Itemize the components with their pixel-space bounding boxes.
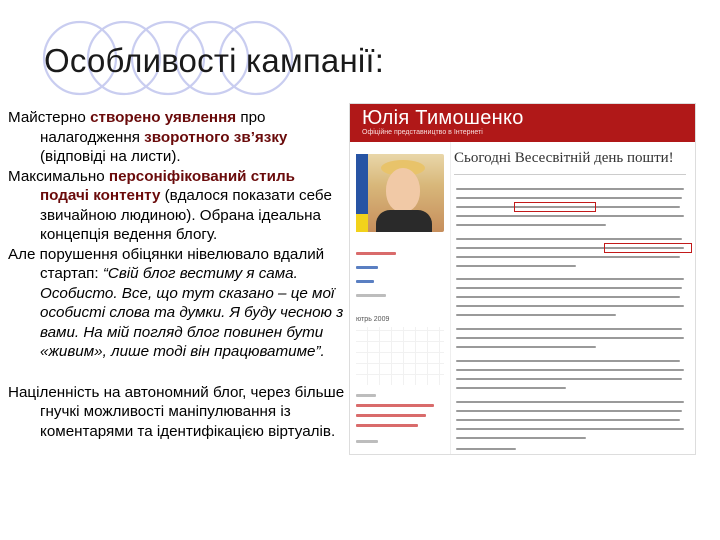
sidebar-link (356, 404, 434, 407)
bullet-emphasis: зворотного зв’язку (144, 128, 288, 146)
blog-screenshot (350, 104, 695, 454)
blog-sidebar (350, 142, 451, 454)
blog-subtitle: Офіційне представництво в Інтернеті (362, 129, 483, 136)
highlight-box (604, 243, 692, 253)
post-divider (454, 174, 686, 175)
calendar-widget (356, 327, 444, 385)
page-title: Особливості кампанії: (44, 42, 385, 79)
bullet-broken-promise (8, 245, 348, 362)
bullet-quote: “Свій блог вестиму я сама. Особисто. Все, що тут сказано – це мої особисті слова та думки. Я буду чесною з вами. На мій погляд блог повинен бути «живим», лише тоді він працюватиме”. (40, 265, 344, 360)
blog-name: Юлія Тимошенко (362, 107, 524, 129)
sidebar-link (356, 394, 376, 397)
bullet-text: Майстерно (8, 109, 91, 126)
sidebar-link (356, 414, 426, 417)
bullet-text: про налагодження (40, 109, 266, 146)
post-title: Сьогодні Весесвітній день пошти! (454, 150, 674, 166)
bullet-text: Але порушення обіцянки нівелювало вдалий стартап: (8, 245, 325, 282)
bullet-feedback (8, 108, 348, 167)
bullet-list (8, 108, 348, 441)
sidebar-link (356, 252, 396, 255)
sidebar-link (356, 424, 418, 427)
author-photo (356, 154, 444, 232)
sidebar-link (356, 294, 386, 297)
blog-header (350, 104, 695, 142)
bullet-text: Максимально (8, 167, 109, 185)
bullet-emphasis: створено уявлення (90, 109, 237, 126)
highlight-box (514, 202, 596, 212)
bullet-autonomous-blog (8, 383, 348, 442)
blog-post (454, 142, 692, 454)
bullet-text: (вдалося показати себе звичайною людиною). Обрана ідеальна концепція ведення блогу. (40, 187, 332, 243)
sidebar-link (356, 280, 374, 283)
sidebar-link (356, 440, 378, 443)
bullet-text: (відповіді на листи). (40, 148, 181, 165)
bullet-text: Націленність на автономний блог, через більше гнучкі можливості маніпулювання із коментарями та ідентифікацією віртуалів. (8, 383, 345, 440)
calendar-label: ютрь 2009 (356, 316, 390, 323)
sidebar-link (356, 266, 378, 269)
bullet-personal-style (8, 167, 348, 245)
bullet-emphasis: персоніфікований стиль подачі контенту (40, 167, 295, 204)
